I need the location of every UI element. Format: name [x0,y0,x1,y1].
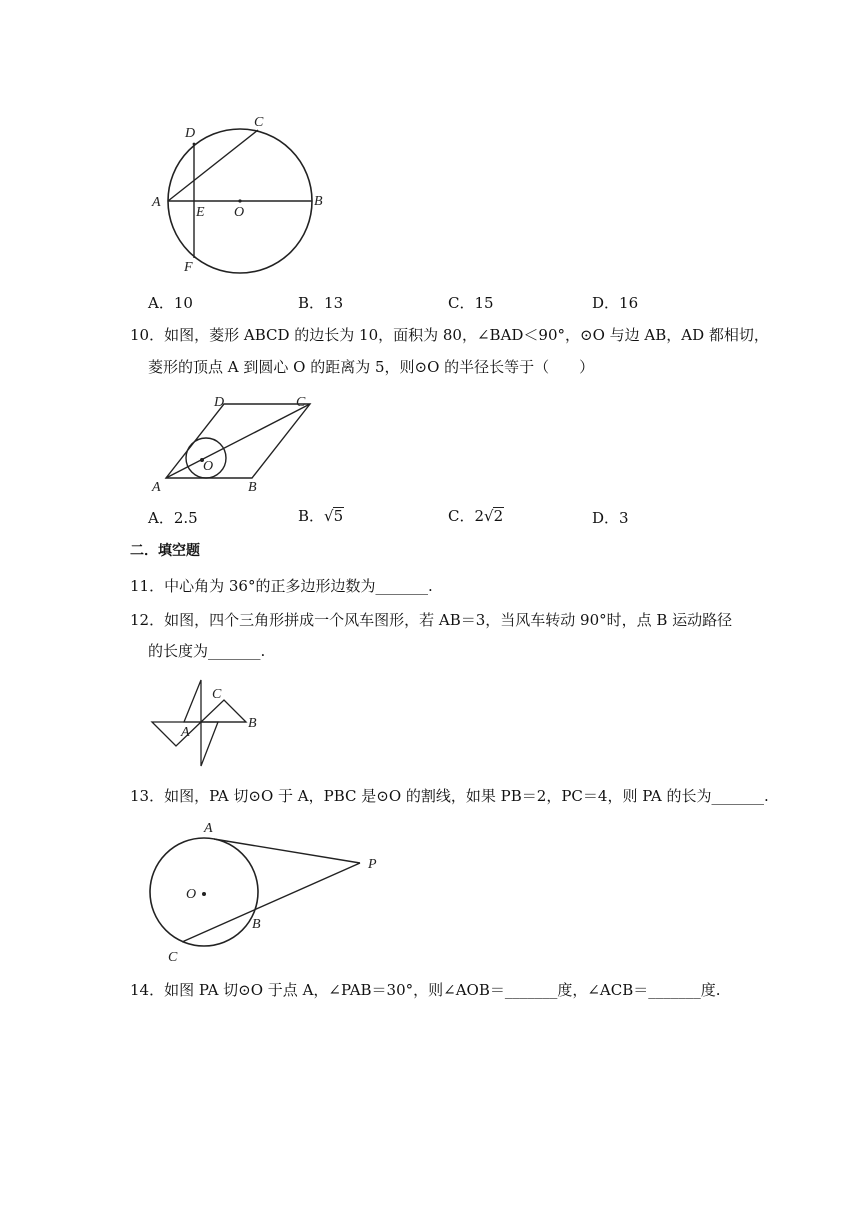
q9-label-a: A [152,195,161,210]
q13-label-b: B [252,917,261,932]
q10-option-b: B．√5 [298,507,344,525]
q9-label-d: D [185,126,196,141]
q12-label-a: A [181,725,190,740]
q12-figure [146,672,266,776]
q12-label-b: B [248,716,257,731]
q9-label-b: B [314,194,323,209]
q12-label-c: C [212,687,222,702]
q13-text: 13．如图，PA 切⊙O 于 A，PBC 是⊙O 的割线，如果 PB＝2，PC＝4，则 PA 的长为_______. [130,787,769,805]
q10-option-a: A．2.5 [148,509,198,527]
q11-text: 11．中心角为 36°的正多边形边数为_______. [130,577,433,595]
q9-label-c: C [254,115,264,130]
q13-label-p: P [368,857,377,872]
q10-option-c: C．2√2 [448,507,504,525]
q13-label-a: A [204,821,213,836]
q10-label-d: D [214,395,225,410]
q9-label-o: O [234,205,245,220]
q10-option-d: D．3 [592,509,629,527]
q9-option-d: D．16 [592,294,639,312]
q10-text-line2: 菱形的顶点 A 到圆心 O 的距离为 5，则⊙O 的半径长等于（ ） [148,358,595,376]
q10-label-b: B [248,480,257,495]
q12-text-line1: 12．如图，四个三角形拼成一个风车图形，若 AB＝3，当风车转动 90°时，点 B 运动路径 [130,611,733,629]
q14-text: 14．如图 PA 切⊙O 于点 A，∠PAB＝30°，则∠AOB＝_______度，∠ACB＝_______度. [130,981,721,999]
q10-label-c: C [296,395,306,410]
q10-label-a: A [152,480,161,495]
q9-option-a: A．10 [148,294,193,312]
q13-figure [146,818,386,966]
q9-label-f: F [184,260,193,275]
q9-label-e: E [196,205,205,220]
q13-label-c: C [168,950,178,965]
q9-option-c: C．15 [448,294,494,312]
q9-figure [146,110,336,280]
q13-label-o: O [186,887,197,902]
q10-label-o: O [203,459,214,474]
q10-figure [150,388,320,496]
q9-option-b: B．13 [298,294,344,312]
section-title: 二．填空题 [130,543,200,559]
q12-text-line2: 的长度为_______. [148,642,266,660]
q10-text-line1: 10．如图，菱形 ABCD 的边长为 10，面积为 80，∠BAD＜90°，⊙O 与边 AB，AD 都相切， [130,326,769,344]
